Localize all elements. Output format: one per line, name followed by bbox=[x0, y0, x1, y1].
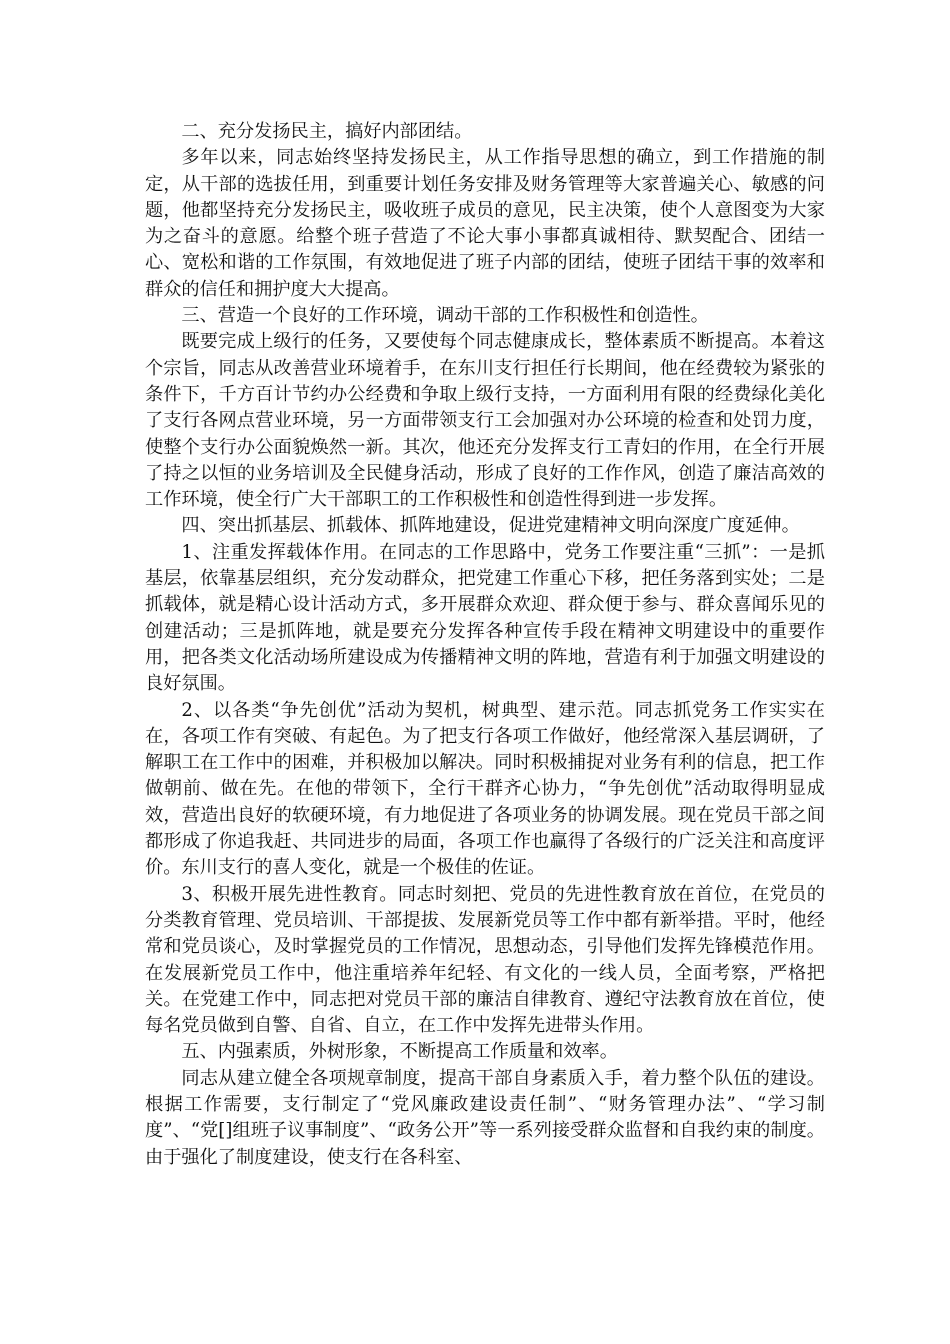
section-heading-3: 三、营造一个良好的工作环境，调动干部的工作积极性和创造性。 bbox=[181, 305, 709, 327]
document-body bbox=[145, 119, 825, 1171]
section-heading-4: 四、突出抓基层、抓载体、抓阵地建设，促进党建精神文明向深度广度延伸。 bbox=[181, 515, 800, 537]
section-heading-2: 二、充分发扬民主，搞好内部团结。 bbox=[181, 121, 473, 142]
numbered-paragraph-1: 1、注重发挥载体作用。在同志的工作思路中，党务工作要注重“三抓”：一是抓基层，依靠基层组织，充分发动群众，把党建工作重心下移，把任务落到实处；二是抓载体，就是精心设计活动方式，多开展群众欢迎、群众便于参与、群众喜闻乐见的创建活动；三是抓阵地，就是要充分发挥各种宣传手段在精神文明建设中的重要作用，把各类文化活动场所建设成为传播精神文明的阵地，营造有利于加强文明建设的良好氛围。 bbox=[145, 541, 825, 695]
numbered-paragraph-2: 2、以各类“争先创优”活动为契机，树典型、建示范。同志抓党务工作实实在在，各项工作有突破、有起色。为了把支行各项工作做好，他经常深入基层调研，了解职工在工作中的困难，并积极加以解决。同时积极捕捉对业务有利的信息，把工作做朝前、做在先。在他的带领下，全行干群齐心协力，“争先创优”活动取得明显成效，营造出良好的软硬环境，有力地促进了各项业务的协调发展。现在党员干部之间都形成了你追我赶、共同进步的局面，各项工作也赢得了各级行的广泛关注和高度评价。东川支行的喜人变化，就是一个极佳的佐证。 bbox=[145, 699, 825, 879]
body-paragraph: 既要完成上级行的任务，又要使每个同志健康成长，整体素质不断提高。本着这个宗旨，同志从改善营业环境着手，在东川支行担任行长期间，他在经费较为紧张的条件下，千方百计节约办公经费和争取上级行支持，一方面利用有限的经费绿化美化了支行各网点营业环境，另一方面带领支行工会加强对办公环境的检查和处罚力度，使整个支行办公面貌焕然一新。其次，他还充分发挥支行工青妇的作用，在全行开展了持之以恒的业务培训及全民健身活动，形成了良好的工作作风，创造了廉洁高效的工作环境，使全行广大干部职工的工作积极性和创造性得到进一步发挥。 bbox=[145, 331, 825, 511]
body-paragraph: 同志从建立健全各项规章制度，提高干部自身素质入手，着力整个队伍的建设。根据工作需要，支行制定了“党风廉政建设责任制”、“财务管理办法”、“学习制度”、“党[]组班子议事制度”、“政务公开”等一系列接受群众监督和自我约束的制度。由于强化了制度建设，使支行在各科室、 bbox=[145, 1067, 825, 1168]
numbered-paragraph-3: 3、积极开展先进性教育。同志时刻把、党员的先进性教育放在首位，在党员的分类教育管理、党员培训、干部提拔、发展新党员等工作中都有新举措。平时，他经常和党员谈心，及时掌握党员的工作情况，思想动态，引导他们发挥先锋模范作用。在发展新党员工作中，他注重培养年纪轻、有文化的一线人员，全面考察，严格把关。在党建工作中，同志把对党员干部的廉洁自律教育、遵纪守法教育放在首位，使每名党员做到自警、自省、自立，在工作中发挥先进带头作用。 bbox=[145, 883, 825, 1037]
body-paragraph: 多年以来，同志始终坚持发扬民主，从工作指导思想的确立，到工作措施的制定，从干部的选拔任用，到重要计划任务安排及财务管理等大家普遍关心、敏感的问题，他都坚持充分发扬民主，吸收班子成员的意见，民主决策，使个人意图变为大家为之奋斗的意愿。给整个班子营造了不论大事小事都真诚相待、默契配合、团结一心、宽松和谐的工作氛围，有效地促进了班子内部的团结，使班子团结干事的效率和群众的信任和拥护度大大提高。 bbox=[145, 147, 825, 300]
section-heading-5: 五、内强素质，外树形象，不断提高工作质量和效率。 bbox=[181, 1041, 618, 1063]
